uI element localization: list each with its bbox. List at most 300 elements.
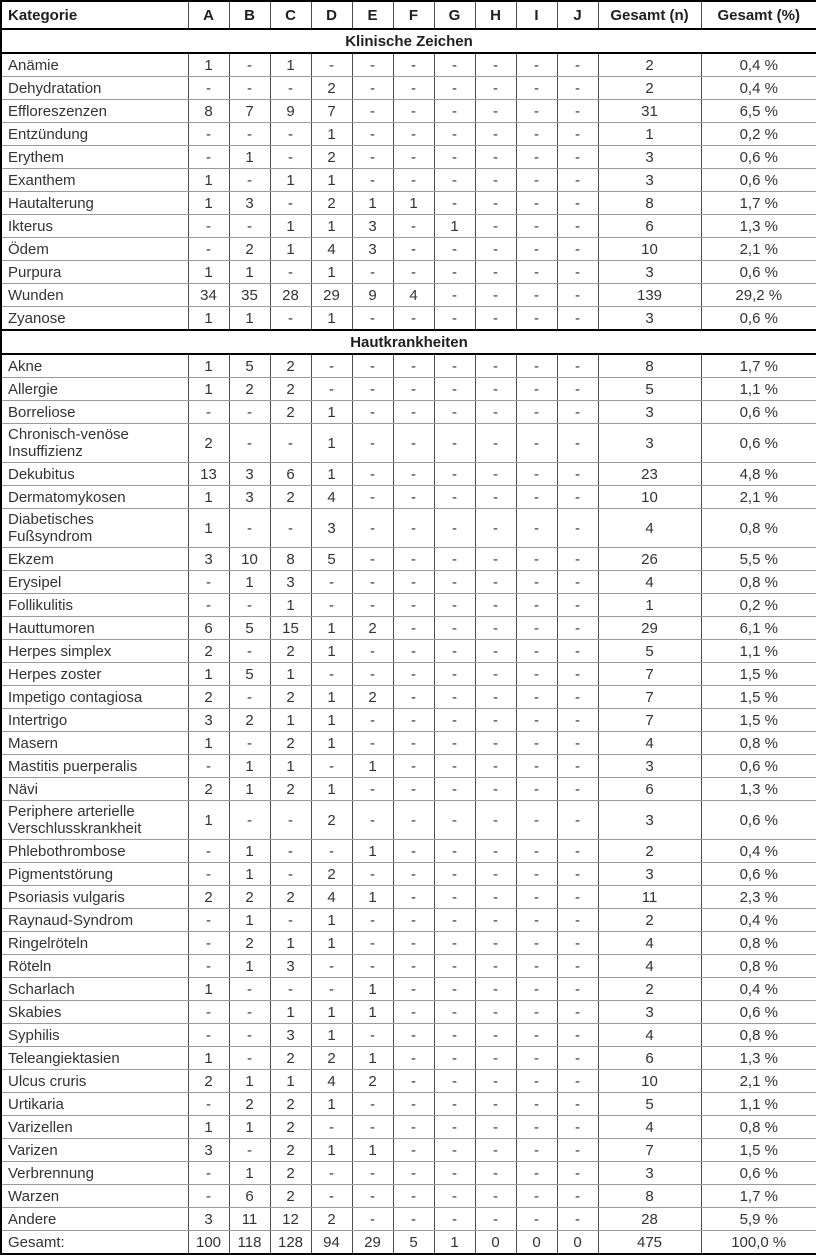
table-row: [1, 1047, 816, 1070]
row-total-n: 7: [598, 709, 701, 732]
row-total-pct: 0,6 %: [701, 863, 816, 886]
row-total-n: 10: [598, 238, 701, 261]
count-cell: -: [311, 571, 352, 594]
count-cell: -: [516, 354, 557, 378]
count-cell: 1: [311, 307, 352, 331]
count-cell: 2: [229, 709, 270, 732]
count-cell: -: [270, 146, 311, 169]
count-cell: -: [188, 932, 229, 955]
count-cell: -: [188, 909, 229, 932]
table-row: [1, 1116, 816, 1139]
row-total-n: 5: [598, 1093, 701, 1116]
count-cell: 1: [311, 1001, 352, 1024]
count-cell: -: [557, 1070, 598, 1093]
count-cell: 2: [188, 640, 229, 663]
count-cell: -: [557, 732, 598, 755]
count-cell: -: [352, 146, 393, 169]
count-cell: -: [475, 863, 516, 886]
row-label: Entzündung: [1, 123, 188, 146]
count-cell: -: [393, 1208, 434, 1231]
count-cell: 2: [188, 886, 229, 909]
count-cell: -: [557, 571, 598, 594]
count-cell: 6: [270, 463, 311, 486]
row-label: Andere: [1, 1208, 188, 1231]
count-cell: -: [475, 307, 516, 331]
row-label: Ulcus cruris: [1, 1070, 188, 1093]
count-cell: -: [393, 1001, 434, 1024]
count-cell: 2: [270, 640, 311, 663]
count-cell: -: [434, 709, 475, 732]
row-total-pct: 0,6 %: [701, 401, 816, 424]
count-cell: -: [516, 617, 557, 640]
row-label: Purpura: [1, 261, 188, 284]
count-cell: 1: [311, 463, 352, 486]
table-row: [1, 401, 816, 424]
row-total-pct: 6,5 %: [701, 100, 816, 123]
count-cell: -: [475, 215, 516, 238]
count-cell: 1: [188, 169, 229, 192]
count-cell: -: [434, 1116, 475, 1139]
count-cell: -: [270, 978, 311, 1001]
table-row: [1, 215, 816, 238]
column-header-kategorie: Kategorie: [1, 1, 188, 29]
count-cell: -: [393, 215, 434, 238]
section-title: Hautkrankheiten: [1, 330, 816, 354]
count-cell: 1: [188, 53, 229, 77]
count-cell: -: [475, 1001, 516, 1024]
grand-total-count: 1: [434, 1231, 475, 1255]
row-total-pct: 0,6 %: [701, 261, 816, 284]
count-cell: 2: [311, 863, 352, 886]
count-cell: -: [352, 261, 393, 284]
count-cell: 1: [311, 686, 352, 709]
count-cell: 1: [352, 1139, 393, 1162]
row-total-pct: 0,4 %: [701, 53, 816, 77]
count-cell: -: [352, 863, 393, 886]
count-cell: 1: [229, 261, 270, 284]
count-cell: -: [516, 732, 557, 755]
grand-total-label: Gesamt:: [1, 1231, 188, 1255]
count-cell: -: [516, 77, 557, 100]
count-cell: -: [270, 509, 311, 548]
row-total-pct: 0,8 %: [701, 955, 816, 978]
count-cell: -: [557, 978, 598, 1001]
count-cell: 2: [188, 686, 229, 709]
count-cell: -: [516, 1162, 557, 1185]
count-cell: -: [229, 732, 270, 755]
row-total-pct: 1,1 %: [701, 378, 816, 401]
count-cell: -: [475, 1208, 516, 1231]
count-cell: -: [229, 640, 270, 663]
count-cell: -: [188, 863, 229, 886]
count-cell: 1: [311, 640, 352, 663]
count-cell: -: [188, 238, 229, 261]
count-cell: -: [475, 509, 516, 548]
count-cell: -: [557, 1093, 598, 1116]
count-cell: -: [516, 192, 557, 215]
count-cell: 1: [352, 1001, 393, 1024]
count-cell: 2: [270, 886, 311, 909]
section-header-row: [1, 330, 816, 354]
count-cell: -: [352, 463, 393, 486]
count-cell: 1: [229, 863, 270, 886]
count-cell: 2: [229, 1093, 270, 1116]
count-cell: 1: [270, 755, 311, 778]
count-cell: -: [516, 463, 557, 486]
count-cell: -: [475, 640, 516, 663]
count-cell: -: [393, 1093, 434, 1116]
count-cell: -: [557, 1162, 598, 1185]
count-cell: -: [311, 53, 352, 77]
count-cell: -: [434, 863, 475, 886]
count-cell: -: [434, 840, 475, 863]
row-label: Syphilis: [1, 1024, 188, 1047]
count-cell: -: [557, 215, 598, 238]
row-total-n: 3: [598, 169, 701, 192]
count-cell: 1: [188, 1047, 229, 1070]
count-cell: -: [557, 955, 598, 978]
table-row: [1, 548, 816, 571]
count-cell: 1: [229, 1116, 270, 1139]
count-cell: -: [475, 1116, 516, 1139]
count-cell: -: [434, 640, 475, 663]
count-cell: -: [352, 486, 393, 509]
count-cell: -: [270, 840, 311, 863]
count-cell: -: [434, 548, 475, 571]
row-total-pct: 2,3 %: [701, 886, 816, 909]
count-cell: 1: [188, 663, 229, 686]
row-total-pct: 0,8 %: [701, 509, 816, 548]
row-total-n: 3: [598, 424, 701, 463]
count-cell: 2: [311, 1047, 352, 1070]
count-cell: 1: [229, 1162, 270, 1185]
table-row: [1, 169, 816, 192]
count-cell: -: [557, 354, 598, 378]
count-cell: -: [352, 955, 393, 978]
table-row: [1, 955, 816, 978]
column-header: Gesamt (%): [701, 1, 816, 29]
row-total-n: 1: [598, 123, 701, 146]
table-header: [1, 1, 816, 29]
count-cell: -: [434, 617, 475, 640]
row-total-n: 4: [598, 1024, 701, 1047]
table-row: [1, 238, 816, 261]
row-total-n: 6: [598, 215, 701, 238]
count-cell: -: [393, 932, 434, 955]
count-cell: -: [188, 1162, 229, 1185]
count-cell: -: [557, 778, 598, 801]
count-cell: -: [434, 1185, 475, 1208]
count-cell: 2: [270, 1116, 311, 1139]
count-cell: -: [311, 594, 352, 617]
count-cell: -: [311, 840, 352, 863]
table-row: [1, 1070, 816, 1093]
row-label: Wunden: [1, 284, 188, 307]
count-cell: -: [188, 146, 229, 169]
count-cell: -: [352, 778, 393, 801]
row-label: Warzen: [1, 1185, 188, 1208]
table-row: [1, 1001, 816, 1024]
count-cell: 1: [311, 261, 352, 284]
count-cell: 2: [352, 686, 393, 709]
count-cell: -: [434, 686, 475, 709]
count-cell: -: [188, 571, 229, 594]
count-cell: -: [352, 123, 393, 146]
count-cell: -: [475, 123, 516, 146]
count-cell: -: [557, 686, 598, 709]
count-cell: -: [188, 1093, 229, 1116]
count-cell: 29: [311, 284, 352, 307]
count-cell: 3: [270, 1024, 311, 1047]
row-total-pct: 2,1 %: [701, 486, 816, 509]
row-label: Ringelröteln: [1, 932, 188, 955]
count-cell: -: [229, 686, 270, 709]
count-cell: -: [557, 146, 598, 169]
count-cell: 2: [270, 1185, 311, 1208]
count-cell: -: [516, 548, 557, 571]
count-cell: -: [557, 1185, 598, 1208]
count-cell: -: [434, 778, 475, 801]
count-cell: 2: [229, 378, 270, 401]
count-cell: -: [270, 77, 311, 100]
column-header: J: [557, 1, 598, 29]
count-cell: -: [516, 1047, 557, 1070]
count-cell: -: [434, 755, 475, 778]
row-total-n: 2: [598, 77, 701, 100]
count-cell: -: [557, 509, 598, 548]
count-cell: 5: [229, 663, 270, 686]
table-row: [1, 778, 816, 801]
count-cell: 1: [188, 378, 229, 401]
count-cell: -: [557, 463, 598, 486]
count-cell: -: [475, 709, 516, 732]
row-total-n: 8: [598, 192, 701, 215]
count-cell: -: [352, 548, 393, 571]
count-cell: -: [311, 1116, 352, 1139]
count-cell: -: [270, 261, 311, 284]
count-cell: -: [557, 1047, 598, 1070]
count-cell: -: [434, 978, 475, 1001]
row-total-pct: 4,8 %: [701, 463, 816, 486]
count-cell: -: [393, 594, 434, 617]
count-cell: -: [434, 1024, 475, 1047]
count-cell: -: [557, 53, 598, 77]
table-row: [1, 1093, 816, 1116]
count-cell: -: [393, 486, 434, 509]
count-cell: -: [393, 424, 434, 463]
count-cell: -: [434, 1001, 475, 1024]
count-cell: -: [270, 123, 311, 146]
row-total-pct: 1,5 %: [701, 686, 816, 709]
count-cell: -: [516, 284, 557, 307]
count-cell: -: [434, 1139, 475, 1162]
row-label: Skabies: [1, 1001, 188, 1024]
count-cell: -: [434, 77, 475, 100]
count-cell: -: [516, 863, 557, 886]
column-header: I: [516, 1, 557, 29]
table-row: [1, 801, 816, 840]
row-label: Chronisch-venöse Insuffizienz: [1, 424, 188, 463]
row-total-pct: 1,7 %: [701, 192, 816, 215]
grand-total-count: 29: [352, 1231, 393, 1255]
count-cell: -: [516, 100, 557, 123]
count-cell: -: [229, 77, 270, 100]
count-cell: -: [229, 424, 270, 463]
row-label: Phlebothrombose: [1, 840, 188, 863]
count-cell: -: [393, 663, 434, 686]
count-cell: 35: [229, 284, 270, 307]
table-row: [1, 192, 816, 215]
row-label: Borreliose: [1, 401, 188, 424]
table-row: [1, 686, 816, 709]
row-label: Intertrigo: [1, 709, 188, 732]
count-cell: -: [557, 909, 598, 932]
row-total-n: 31: [598, 100, 701, 123]
count-cell: 1: [311, 1093, 352, 1116]
count-cell: -: [557, 1024, 598, 1047]
count-cell: -: [516, 53, 557, 77]
count-cell: 12: [270, 1208, 311, 1231]
row-label: Scharlach: [1, 978, 188, 1001]
row-label: Zyanose: [1, 307, 188, 331]
row-total-n: 29: [598, 617, 701, 640]
count-cell: 2: [352, 1070, 393, 1093]
row-total-n: 4: [598, 932, 701, 955]
row-total-n: 2: [598, 53, 701, 77]
count-cell: -: [393, 354, 434, 378]
count-cell: -: [188, 594, 229, 617]
count-cell: -: [188, 955, 229, 978]
count-cell: -: [434, 100, 475, 123]
count-cell: -: [557, 424, 598, 463]
count-cell: -: [393, 571, 434, 594]
count-cell: 1: [229, 1070, 270, 1093]
count-cell: 1: [311, 1024, 352, 1047]
count-cell: 2: [270, 1139, 311, 1162]
grand-total-count: 100: [188, 1231, 229, 1255]
row-total-n: 10: [598, 1070, 701, 1093]
count-cell: 1: [352, 978, 393, 1001]
count-cell: -: [434, 955, 475, 978]
count-cell: -: [352, 732, 393, 755]
grand-total-count: 5: [393, 1231, 434, 1255]
count-cell: -: [516, 978, 557, 1001]
count-cell: 1: [229, 571, 270, 594]
row-total-pct: 0,8 %: [701, 932, 816, 955]
count-cell: -: [516, 755, 557, 778]
count-cell: 13: [188, 463, 229, 486]
count-cell: 2: [229, 932, 270, 955]
row-label: Erysipel: [1, 571, 188, 594]
row-total-n: 6: [598, 778, 701, 801]
count-cell: -: [393, 732, 434, 755]
count-cell: 2: [270, 354, 311, 378]
row-total-n: 5: [598, 378, 701, 401]
count-cell: 1: [270, 1070, 311, 1093]
count-cell: 11: [229, 1208, 270, 1231]
row-total-n: 26: [598, 548, 701, 571]
count-cell: -: [393, 1185, 434, 1208]
count-cell: -: [557, 123, 598, 146]
count-cell: 1: [229, 146, 270, 169]
count-cell: -: [188, 755, 229, 778]
count-cell: 1: [270, 663, 311, 686]
row-total-n: 3: [598, 261, 701, 284]
count-cell: -: [516, 778, 557, 801]
count-cell: 3: [188, 709, 229, 732]
count-cell: -: [475, 401, 516, 424]
grand-total-count: 118: [229, 1231, 270, 1255]
row-total-pct: 0,6 %: [701, 755, 816, 778]
count-cell: 2: [188, 778, 229, 801]
count-cell: -: [393, 978, 434, 1001]
count-cell: -: [352, 1162, 393, 1185]
count-cell: 5: [229, 354, 270, 378]
count-cell: -: [393, 755, 434, 778]
row-total-pct: 0,4 %: [701, 840, 816, 863]
count-cell: -: [393, 146, 434, 169]
row-total-n: 3: [598, 1001, 701, 1024]
row-label: Akne: [1, 354, 188, 378]
count-cell: -: [393, 863, 434, 886]
row-total-n: 3: [598, 401, 701, 424]
count-cell: -: [393, 1024, 434, 1047]
count-cell: -: [311, 663, 352, 686]
row-label: Dermatomykosen: [1, 486, 188, 509]
count-cell: 1: [270, 1001, 311, 1024]
count-cell: -: [475, 378, 516, 401]
count-cell: -: [516, 1093, 557, 1116]
table-row: [1, 378, 816, 401]
count-cell: -: [475, 978, 516, 1001]
count-cell: -: [352, 663, 393, 686]
count-cell: 8: [270, 548, 311, 571]
count-cell: 1: [311, 401, 352, 424]
row-total-pct: 0,8 %: [701, 1116, 816, 1139]
count-cell: -: [393, 1070, 434, 1093]
count-cell: -: [475, 354, 516, 378]
count-cell: 4: [311, 1070, 352, 1093]
count-cell: 2: [270, 401, 311, 424]
count-cell: -: [393, 840, 434, 863]
row-label: Pigmentstörung: [1, 863, 188, 886]
table-row: [1, 307, 816, 331]
count-cell: 10: [229, 548, 270, 571]
grand-total-n: 475: [598, 1231, 701, 1255]
count-cell: -: [434, 284, 475, 307]
row-total-pct: 6,1 %: [701, 617, 816, 640]
count-cell: -: [475, 53, 516, 77]
row-total-n: 4: [598, 955, 701, 978]
count-cell: -: [352, 571, 393, 594]
count-cell: 1: [188, 192, 229, 215]
count-cell: 2: [270, 1162, 311, 1185]
count-cell: 1: [352, 1047, 393, 1070]
column-header: A: [188, 1, 229, 29]
count-cell: -: [516, 801, 557, 840]
count-cell: -: [393, 909, 434, 932]
row-total-pct: 1,3 %: [701, 215, 816, 238]
count-cell: 1: [188, 261, 229, 284]
table-row: [1, 146, 816, 169]
count-cell: -: [475, 932, 516, 955]
column-header: F: [393, 1, 434, 29]
row-label: Periphere arterielle Verschlusskrankheit: [1, 801, 188, 840]
table-row: [1, 617, 816, 640]
count-cell: -: [434, 307, 475, 331]
count-cell: -: [434, 354, 475, 378]
count-cell: -: [352, 640, 393, 663]
